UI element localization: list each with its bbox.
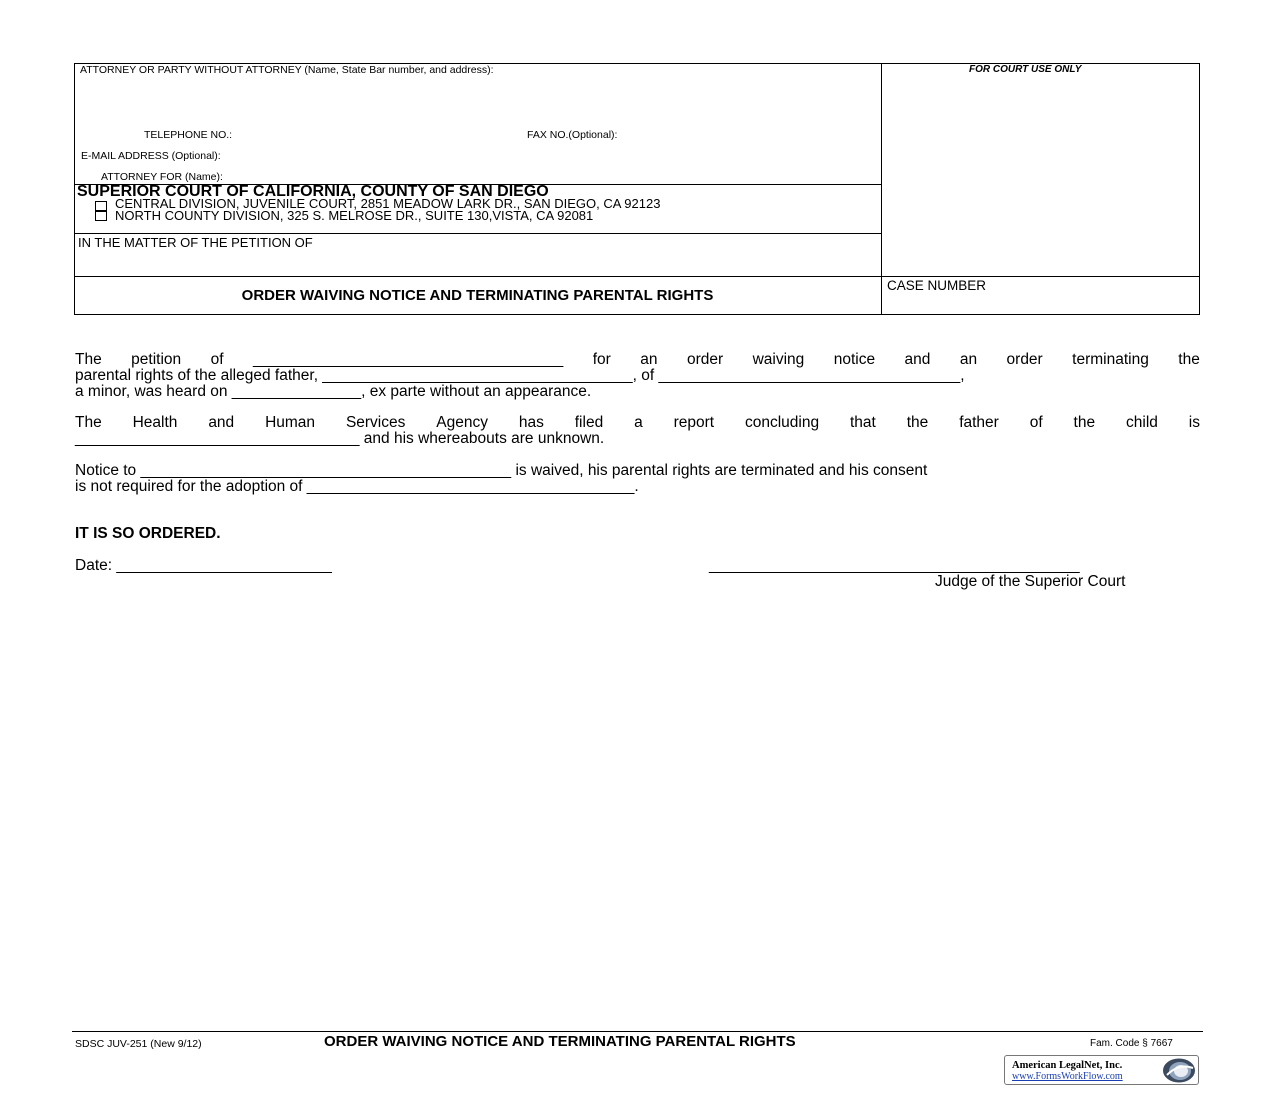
email-label: E-MAIL ADDRESS (Optional): [81, 150, 221, 162]
footer-title: ORDER WAIVING NOTICE AND TERMINATING PARENTAL RIGHTS [324, 1033, 796, 1050]
central-division-checkbox[interactable] [95, 201, 107, 211]
north-division-label: NORTH COUNTY DIVISION, 325 S. MELROSE DR., SUITE 130,VISTA, CA 92081 [115, 208, 594, 223]
word: order [1006, 351, 1043, 368]
word: a [634, 414, 643, 431]
globe-icon [1161, 1057, 1197, 1084]
word: an [959, 351, 978, 368]
word: and [208, 414, 235, 431]
word: concluding [744, 414, 820, 431]
paragraph-3-line-1: Notice to ___________________________________________ is waived, his parental rights are terminated and his consent [75, 462, 928, 479]
word: the [906, 414, 929, 431]
north-division-checkbox[interactable] [95, 211, 107, 221]
word: the [1178, 351, 1200, 368]
publisher-logo [1004, 1055, 1199, 1085]
word: filed [574, 414, 604, 431]
word: child [1126, 414, 1158, 431]
telephone-label: TELEPHONE NO.: [144, 129, 233, 141]
word: that [849, 414, 876, 431]
paragraph-3-line-2: is not required for the adoption of ______________________________________. [75, 478, 639, 495]
word: the [1073, 414, 1096, 431]
word: petition [131, 351, 182, 368]
word: Health [132, 414, 178, 431]
word: for [592, 351, 611, 368]
word: of [1029, 414, 1043, 431]
case-number-label: CASE NUMBER [887, 278, 987, 293]
form-title: ORDER WAIVING NOTICE AND TERMINATING PARENTAL RIGHTS [241, 287, 714, 304]
judge-signature-line[interactable]: ___________________________________________ [709, 557, 1080, 574]
word: has [518, 414, 544, 431]
word: order [686, 351, 724, 368]
publisher-link[interactable]: www.FormsWorkFlow.com [1012, 1071, 1123, 1082]
footer-rule [72, 1031, 1203, 1032]
word: The [75, 351, 102, 368]
judge-label: Judge of the Superior Court [935, 573, 1126, 590]
caption-divider-title [74, 276, 1200, 277]
word: Human [265, 414, 316, 431]
word: Agency [436, 414, 488, 431]
paragraph-2-line-2: _________________________________ and his whereabouts are unknown. [75, 430, 605, 447]
caption-divider-vertical [881, 63, 882, 315]
date-field[interactable]: Date: _________________________ [75, 557, 332, 574]
word: is [1188, 414, 1200, 431]
paragraph-1-line-2: parental rights of the alleged father, ____________________________________, of ___________________________________, [75, 367, 965, 384]
word: and [904, 351, 931, 368]
word: an [640, 351, 658, 368]
word: of [210, 351, 224, 368]
petitioner-blank[interactable]: ____________________________________ [252, 351, 564, 368]
word: Services [345, 414, 406, 431]
word: The [75, 414, 102, 431]
court-name: SUPERIOR COURT OF CALIFORNIA, COUNTY OF SAN DIEGO [77, 183, 549, 200]
form-code: SDSC JUV-251 (New 9/12) [75, 1038, 202, 1050]
word: report [673, 414, 715, 431]
fax-label: FAX NO.(Optional): [527, 129, 618, 141]
word: father [959, 414, 999, 431]
word: terminating [1072, 351, 1149, 368]
word: notice [833, 351, 876, 368]
attorney-for-label: ATTORNEY FOR (Name): [101, 171, 223, 183]
so-ordered: IT IS SO ORDERED. [75, 525, 221, 542]
publisher-name: American LegalNet, Inc. [1012, 1060, 1123, 1071]
paragraph-1-line-3: a minor, was heard on _______________, ex parte without an appearance. [75, 383, 592, 400]
word: waiving [752, 351, 805, 368]
statute-reference: Fam. Code § 7667 [1090, 1038, 1173, 1049]
caption-divider-matter [74, 233, 881, 234]
court-use-label: FOR COURT USE ONLY [969, 64, 1082, 75]
matter-label: IN THE MATTER OF THE PETITION OF [78, 235, 313, 250]
central-division-label: CENTRAL DIVISION, JUVENILE COURT, 2851 MEADOW LARK DR., SAN DIEGO, CA 92123 [115, 196, 661, 211]
attorney-label: ATTORNEY OR PARTY WITHOUT ATTORNEY (Name, State Bar number, and address): [80, 64, 494, 76]
